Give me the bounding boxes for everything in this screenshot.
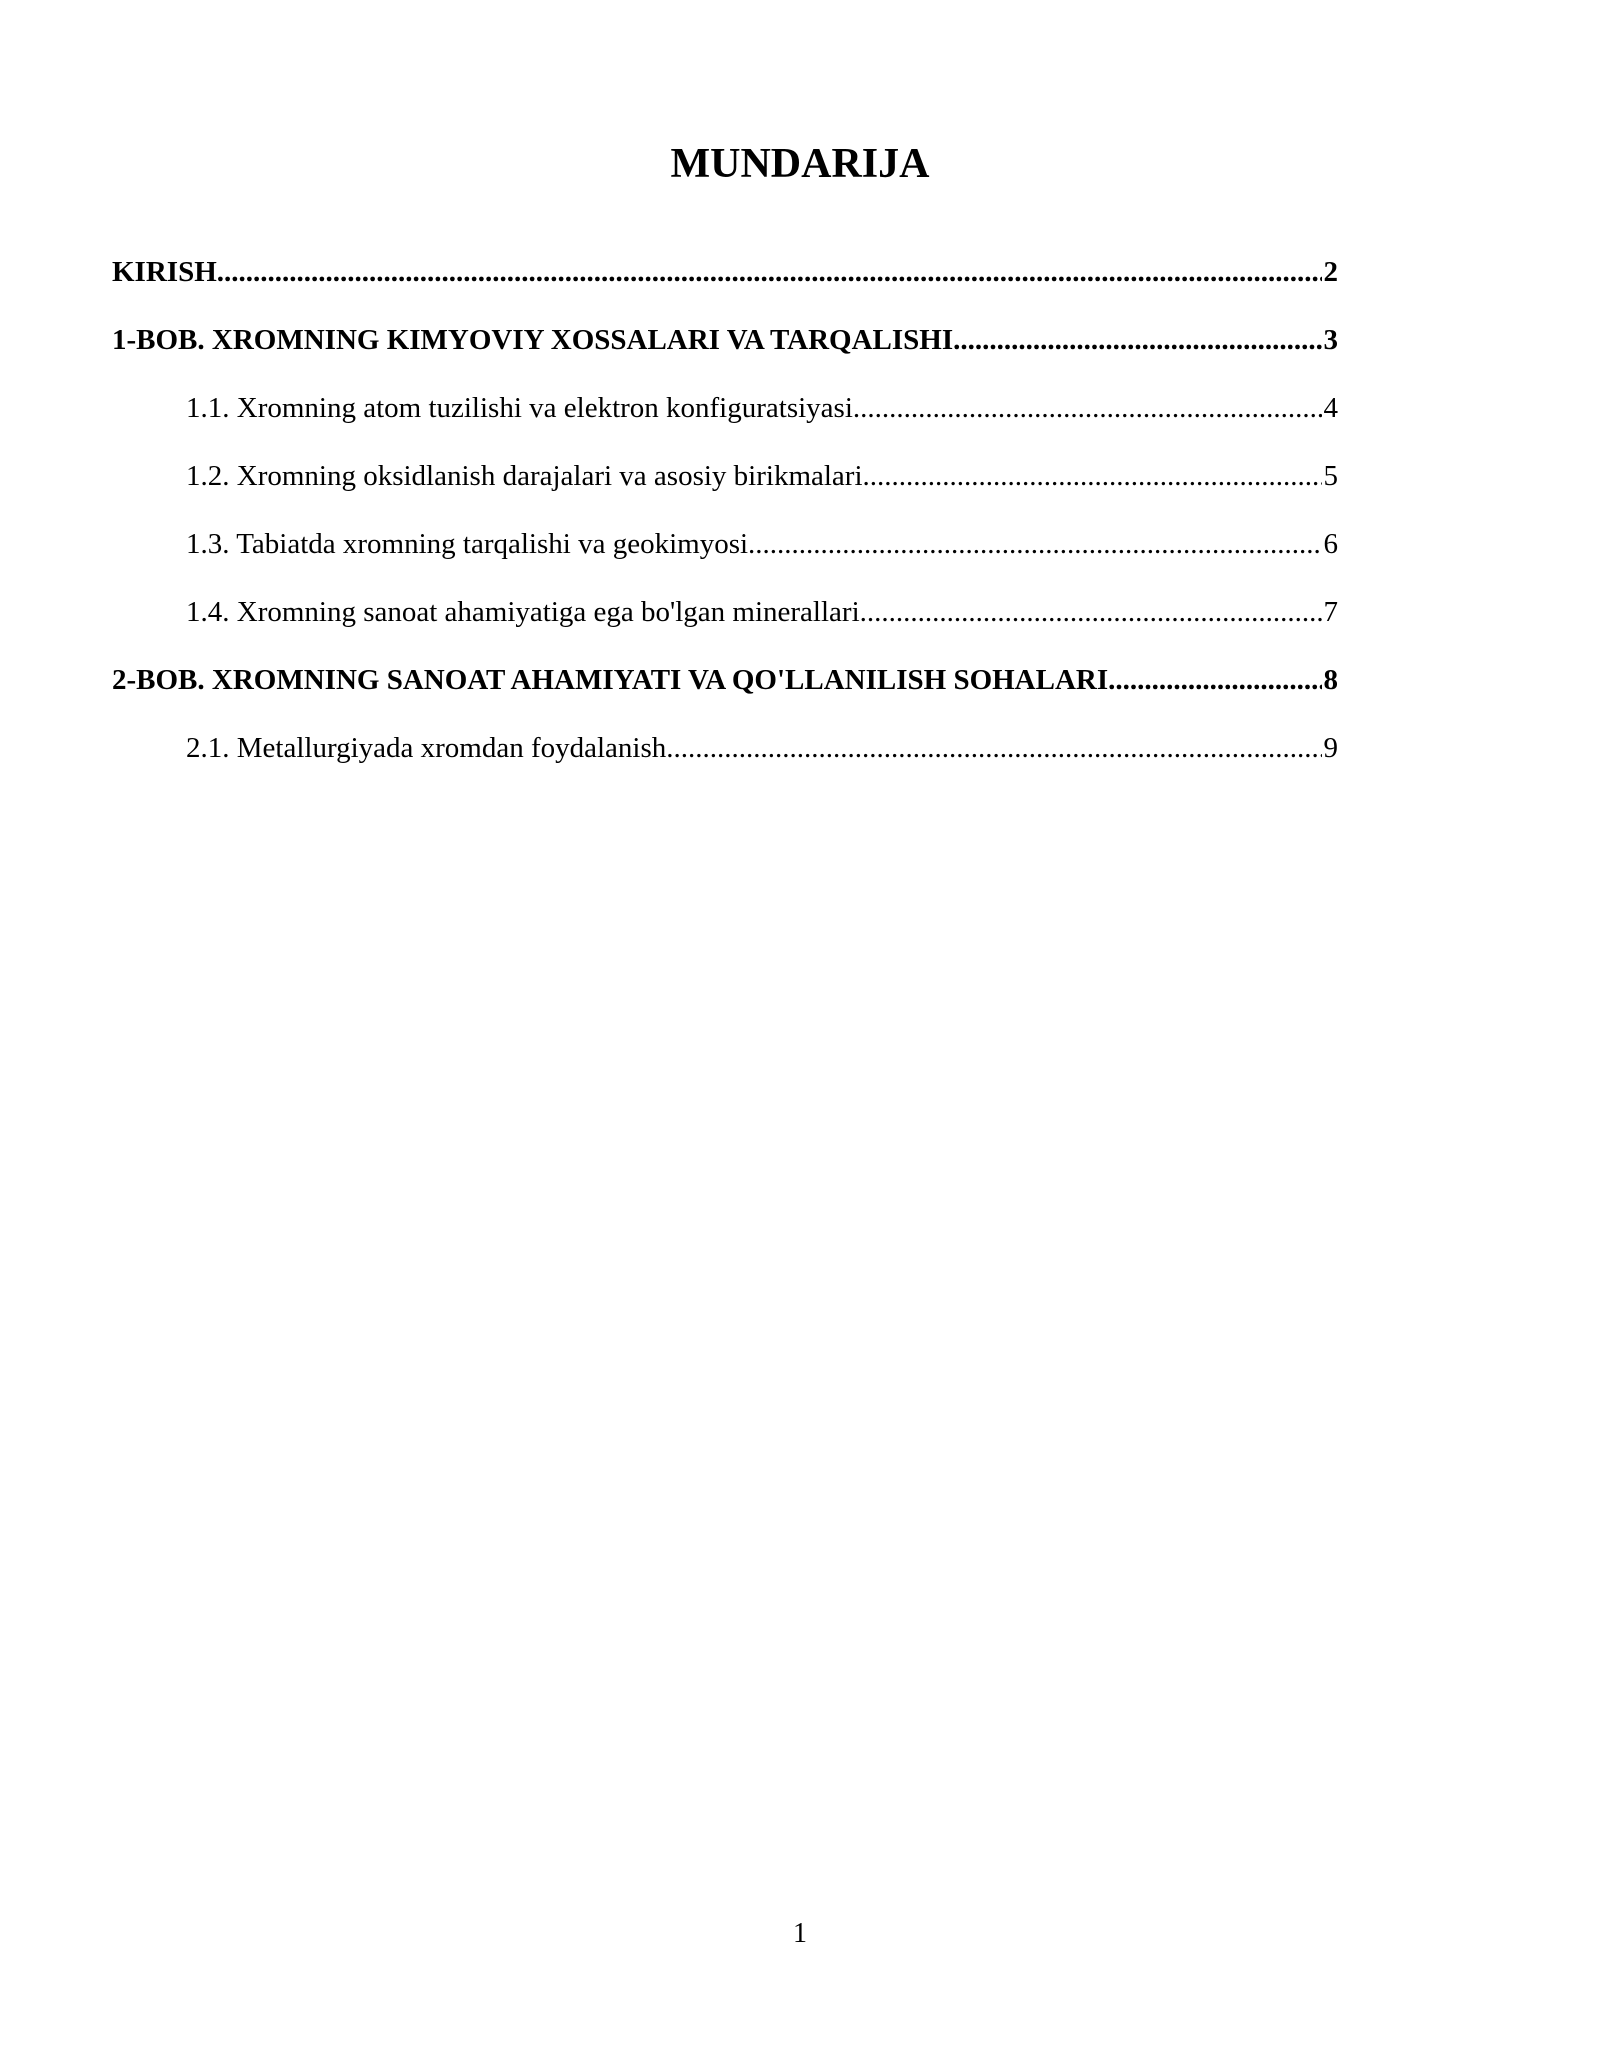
toc-entry-page: 3 (1323, 324, 1338, 356)
toc-entry-page: 2 (1323, 256, 1338, 288)
toc-entry-label: KIRISH (112, 256, 217, 288)
toc-entry-label: 1-BOB. XROMNING KIMYOVIY XOSSALARI VA TARQALISHI (112, 324, 954, 356)
toc-dot-leader (1108, 660, 1321, 700)
toc-entry-page: 8 (1323, 664, 1338, 696)
toc-entry-label: 1.2. Xromning oksidlanish darajalari va asosiy birikmalari (186, 460, 863, 492)
toc-dot-leader (863, 456, 1322, 496)
toc-entry-label: 1.1. Xromning atom tuzilishi va elektron konfiguratsiyasi (186, 392, 853, 424)
toc-entry-label: 2-BOB. XROMNING SANOAT AHAMIYATI VA QO'LLANILISH SOHALARI (112, 664, 1109, 696)
toc-dot-leader (853, 388, 1322, 428)
toc-entry-label: 1.4. Xromning sanoat ahamiyatiga ega bo'lgan minerallari (186, 596, 860, 628)
toc-dot-leader (748, 524, 1321, 564)
toc-entry-page: 6 (1323, 528, 1338, 560)
page-title: MUNDARIJA (670, 141, 930, 188)
toc-entry-section-1-1[interactable] (112, 388, 1338, 456)
table-of-contents (112, 252, 1338, 796)
toc-entry-section-1-3[interactable] (112, 524, 1338, 592)
toc-dot-leader (217, 252, 1322, 292)
toc-entry-chapter-1[interactable] (112, 320, 1338, 388)
toc-entry-section-1-4[interactable] (112, 592, 1338, 660)
toc-entry-page: 5 (1323, 460, 1338, 492)
toc-entry-page: 4 (1323, 392, 1338, 424)
toc-dot-leader (860, 592, 1322, 632)
toc-entry-section-2-1[interactable] (112, 728, 1338, 796)
toc-entry-label: 2.1. Metallurgiyada xromdan foydalanish (186, 732, 667, 764)
page-number: 1 (793, 1918, 807, 1949)
toc-entry-page: 9 (1323, 732, 1338, 764)
toc-entry-chapter-2[interactable] (112, 660, 1338, 728)
toc-dot-leader (953, 320, 1321, 360)
toc-entry-section-1-2[interactable] (112, 456, 1338, 524)
toc-entry-label: 1.3. Tabiatda xromning tarqalishi va geokimyosi (186, 528, 749, 560)
toc-entry-page: 7 (1323, 596, 1338, 628)
toc-entry-kirish[interactable] (112, 252, 1338, 320)
toc-dot-leader (666, 728, 1321, 768)
